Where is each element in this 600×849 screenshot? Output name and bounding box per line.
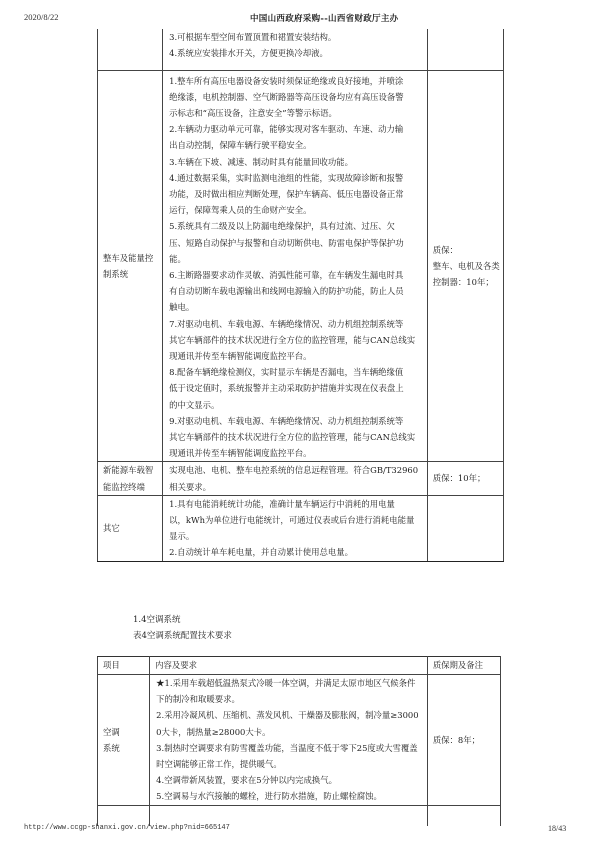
content-line: 4.空调带新风装置，要求在5分钟以内完成换气。 bbox=[156, 775, 337, 786]
section-heading: 1.4空调系统 bbox=[133, 615, 181, 625]
content-cell bbox=[163, 70, 428, 462]
content-line: 1.整车所有高压电器设备安装时须保证绝缘或良好接地，并喷涂 bbox=[169, 75, 404, 86]
content-line: 压、短路自动保护与报警和自动切断供电、防雷电保护等保护功 bbox=[169, 237, 404, 248]
item-label: 能监控终端 bbox=[103, 481, 145, 492]
content-line: 功能，及时做出相应判断处理，保护车辆高、低压电器设备正常 bbox=[169, 188, 404, 199]
content-cell bbox=[150, 805, 428, 826]
item-cell bbox=[98, 70, 163, 462]
content-line: 现通讯并传至车辆智能调度监控平台。 bbox=[169, 350, 312, 361]
warranty-cell bbox=[427, 29, 503, 70]
content-line: 触电。 bbox=[169, 302, 195, 313]
table-row bbox=[98, 70, 504, 462]
content-line: 8.配备车辆绝缘检测仪，实时显示车辆是否漏电，当车辆绝缘值 bbox=[169, 367, 404, 378]
content-line: 的中文显示。 bbox=[169, 399, 220, 410]
warranty-cell bbox=[427, 70, 503, 462]
table-row bbox=[98, 675, 501, 806]
item-cell bbox=[98, 805, 150, 826]
table-row bbox=[98, 805, 501, 826]
print-date: 2020/8/22 bbox=[24, 12, 59, 22]
table-row bbox=[98, 29, 504, 70]
item-label: 其它 bbox=[103, 523, 120, 534]
item-label: 系统 bbox=[103, 742, 120, 753]
content-line: 有自动切断车载电源输出和线网电源输入的防护功能，防止人员 bbox=[169, 286, 404, 297]
content-line: 4.通过数据采集，实时监测电池组的性能，实现故障诊断和报警 bbox=[169, 172, 404, 183]
item-label: 制系统 bbox=[103, 268, 129, 279]
content-line: 2.自动统计单车耗电量，并自动累计使用总电量。 bbox=[169, 547, 354, 558]
content-line: 7.对驱动电机、车载电源、车辆绝缘情况、动力机组控制系统等 bbox=[169, 318, 404, 329]
content-line: 0大卡，制热量≥28000大卡。 bbox=[156, 726, 271, 737]
content-line: 能。 bbox=[169, 253, 186, 264]
vehicle-spec-table bbox=[97, 29, 504, 562]
content-line: 时空调能够正常工作，提供暖气。 bbox=[156, 759, 282, 770]
content-line: 低于设定值时，系统报警并主动采取防护措施并实现在仪表盘上 bbox=[169, 383, 404, 394]
content-line: 绝缘漆，电机控制器、空气断路器等高压设备均应有高压设备警 bbox=[169, 91, 404, 102]
content-line: 显示。 bbox=[169, 531, 195, 542]
content-line: 出自动控制，保障车辆行驶平稳安全。 bbox=[169, 140, 312, 151]
column-header: 内容及要求 bbox=[150, 657, 428, 675]
table-row bbox=[98, 495, 504, 561]
content-line: 其它车辆部件的技术状况进行全方位的监控管理，能与CAN总线实 bbox=[169, 334, 416, 345]
warranty-text: 质保： bbox=[432, 244, 458, 255]
content-line: 5.空调易与水汽接触的螺栓，进行防水措施，防止螺栓腐蚀。 bbox=[156, 791, 382, 802]
item-label: 新能源车载智 bbox=[103, 465, 154, 476]
item-label: 空调 bbox=[103, 726, 120, 737]
item-cell bbox=[98, 675, 150, 806]
content-line: 实现电池、电机、整车电控系统的信息远程管理。符合GB/T32960 bbox=[169, 465, 419, 476]
content-cell bbox=[163, 462, 428, 495]
content-line: 现通讯并传至车辆智能调度监控平台。 bbox=[169, 448, 312, 459]
content-line: 6.主断路器要求动作灵敏、消弧性能可靠，在车辆发生漏电时具 bbox=[169, 269, 404, 280]
item-cell bbox=[98, 462, 163, 495]
content-line: 以，kWh为单位进行电能统计，可通过仪表或后台进行消耗电能量 bbox=[169, 514, 415, 525]
content-line: 1.具有电能消耗统计功能，准确计量车辆运行中消耗的用电量 bbox=[169, 498, 395, 509]
content-line: 3.车辆在下坡、减速、制动时具有能量回收功能。 bbox=[169, 156, 354, 167]
table-caption: 表4空调系统配置技术要求 bbox=[133, 631, 232, 641]
item-label: 整车及能量控 bbox=[103, 252, 154, 263]
warranty-text: 质保：8年； bbox=[432, 734, 481, 745]
content-line: 9.对驱动电机、车载电源、车辆绝缘情况、动力机组控制系统等 bbox=[169, 415, 404, 426]
content-line: 示标志和“高压设备，注意安全”等警示标语。 bbox=[169, 107, 337, 118]
item-cell bbox=[98, 29, 163, 70]
warranty-text: 质保：10年； bbox=[432, 473, 486, 484]
content-cell bbox=[163, 29, 428, 70]
footer-url: http://www.ccgp-shanxi.gov.cn/view.php?nid=665147 bbox=[24, 824, 230, 832]
content-line: 4.系统应安装排水开关，方便更换冷却液。 bbox=[169, 48, 328, 59]
content-line: 2.采用冷凝风机、压缩机、蒸发风机、干燥器及膨胀阀，制冷量≥3000 bbox=[156, 710, 419, 721]
column-header: 项目 bbox=[98, 657, 150, 675]
ac-spec-table bbox=[97, 656, 501, 826]
page-number: 18/43 bbox=[548, 824, 567, 833]
content-cell bbox=[150, 675, 428, 806]
warranty-cell bbox=[427, 462, 503, 495]
column-header: 质保期及备注 bbox=[427, 657, 500, 675]
item-cell bbox=[98, 495, 163, 561]
content-line: 3.可根据车型空间布置顶置和裙置安装结构。 bbox=[169, 32, 337, 42]
table-row bbox=[98, 462, 504, 495]
content-cell bbox=[163, 495, 428, 561]
content-line: 下的制冷和取暖要求。 bbox=[156, 694, 240, 705]
warranty-cell bbox=[427, 495, 503, 561]
content-line: 其它车辆部件的技术状况进行全方位的监控管理，能与CAN总线实 bbox=[169, 431, 416, 442]
table-header-row bbox=[98, 657, 501, 675]
content-line: 相关要求。 bbox=[169, 481, 212, 492]
content-line: 5.系统具有二级及以上防漏电绝缘保护，具有过流、过压、欠 bbox=[169, 221, 395, 232]
content-line: ★1.采用车载超低温热泵式冷暖一体空调，并满足太原市地区气候条件 bbox=[156, 678, 416, 688]
warranty-text: 整车、电机及各类 bbox=[432, 260, 500, 271]
content-line: 2.车辆动力驱动单元可靠，能够实现对客车驱动、车速、动力输 bbox=[169, 124, 404, 135]
warranty-cell bbox=[427, 805, 500, 826]
warranty-text: 控制器：10年； bbox=[432, 277, 494, 288]
warranty-cell bbox=[427, 675, 500, 806]
page-header-title: 中国山西政府采购--山西省财政厅主办 bbox=[250, 14, 399, 24]
content-line: 运行，保障驾乘人员的生命财产安全。 bbox=[169, 205, 312, 216]
content-line: 3.制热时空调要求有防雪覆盖功能，当温度不低于零下25度或大雪覆盖 bbox=[156, 742, 418, 753]
